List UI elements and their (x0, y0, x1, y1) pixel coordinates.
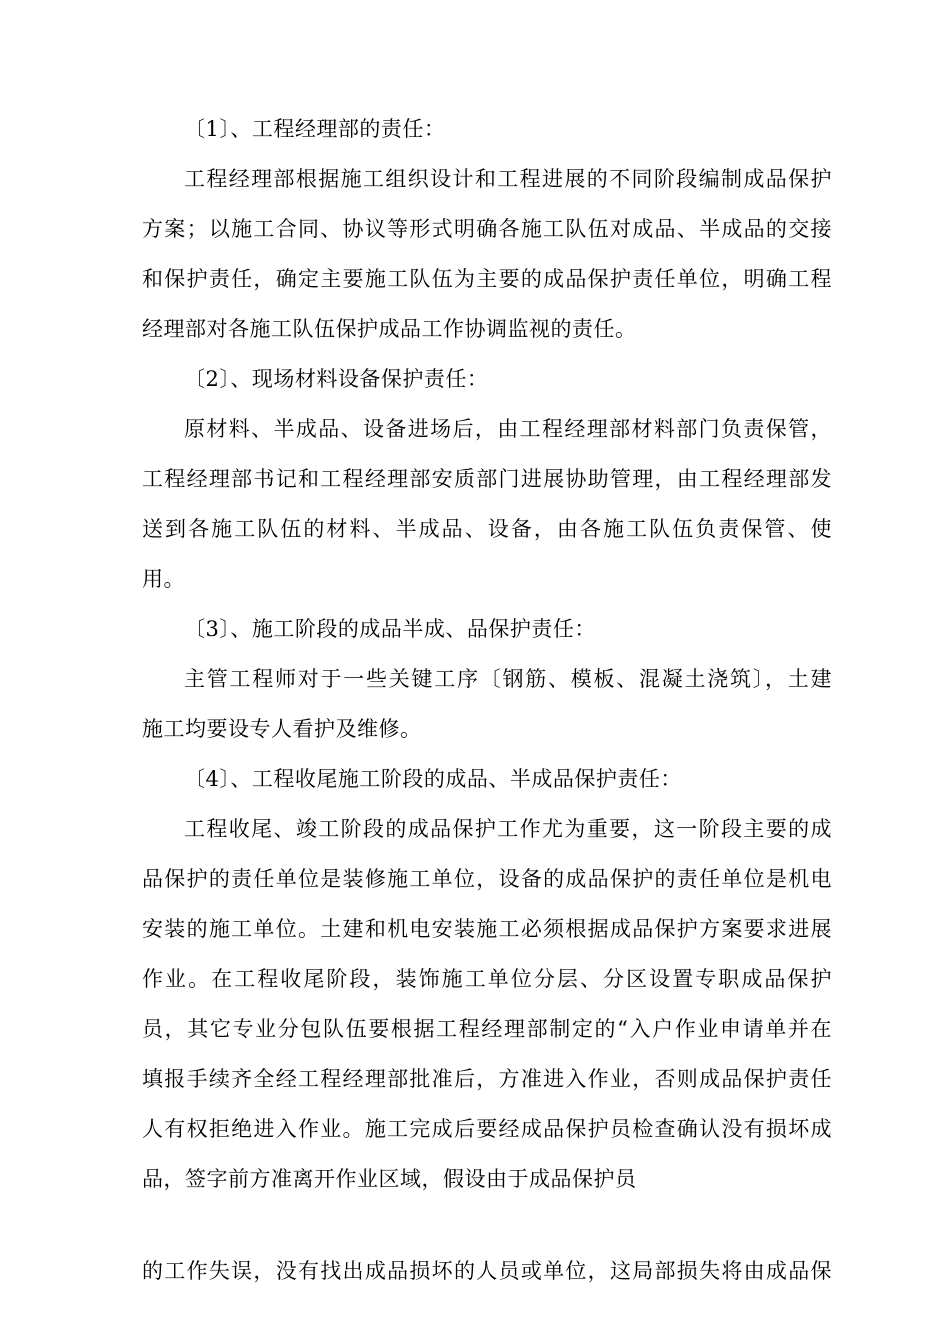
paragraph-2-line-1: 原材料、半成品、设备进场后，由工程经理部材料部门负责保管， (184, 417, 832, 441)
paragraph-2-line-2: 工程经理部书记和工程经理部安质部门进展协助管理，由工程经理部发 (142, 467, 832, 491)
paragraph-4-line-1: 工程收尾、竣工阶段的成品保护工作尤为重要，这一阶段主要的成 (184, 817, 832, 841)
paragraph-4-line-3: 安装的施工单位。土建和机电安装施工必须根据成品保护方案要求进展 (142, 917, 832, 941)
paragraph-3-line-2: 施工均要设专人看护及维修。 (142, 717, 422, 741)
paragraph-4-line-2: 品保护的责任单位是装修施工单位，设备的成品保护的责任单位是机电 (142, 867, 832, 891)
heading-3: 〔3〕、施工阶段的成品半成、品保护责任： (184, 617, 596, 641)
paragraph-4-line-8: 品，签字前方准离开作业区域，假设由于成品保护员 (142, 1167, 637, 1191)
paragraph-4-line-5: 员，其它专业分包队伍要根据工程经理部制定的“入户作业申请单并在 (142, 1017, 832, 1041)
paragraph-1-line-3: 和保护责任，确定主要施工队伍为主要的成品保护责任单位，明确工程 (142, 267, 832, 291)
paragraph-3-line-1: 主管工程师对于一些关键工序〔钢筋、模板、混凝土浇筑〕，土建 (184, 667, 832, 691)
heading-1: 〔1〕、工程经理部的责任： (184, 117, 446, 141)
paragraph-1-line-4: 经理部对各施工队伍保护成品工作协调监视的责任。 (142, 317, 637, 341)
paragraph-4-line-7: 人有权拒绝进入作业。施工完成后要经成品保护员检查确认没有损坏成 (142, 1117, 832, 1141)
heading-2: 〔2〕、现场材料设备保护责任： (184, 367, 489, 391)
paragraph-4-line-4: 作业。在工程收尾阶段，装饰施工单位分层、分区设置专职成品保护 (142, 967, 832, 991)
paragraph-4-line-9: 的工作失误，没有找出成品损坏的人员或单位，这局部损失将由成品保 (142, 1259, 832, 1283)
paragraph-4-line-6: 填报手续齐全经工程经理部批准后，方准进入作业，否则成品保护责任 (142, 1067, 832, 1091)
paragraph-1-line-2: 方案；以施工合同、协议等形式明确各施工队伍对成品、半成品的交接 (142, 217, 832, 241)
heading-4: 〔4〕、工程收尾施工阶段的成品、半成品保护责任： (184, 767, 682, 791)
paragraph-2-line-3: 送到各施工队伍的材料、半成品、设备，由各施工队伍负责保管、使 (142, 517, 832, 541)
paragraph-1-line-1: 工程经理部根据施工组织设计和工程进展的不同阶段编制成品保护 (184, 167, 832, 191)
paragraph-2-line-4: 用。 (142, 567, 185, 591)
